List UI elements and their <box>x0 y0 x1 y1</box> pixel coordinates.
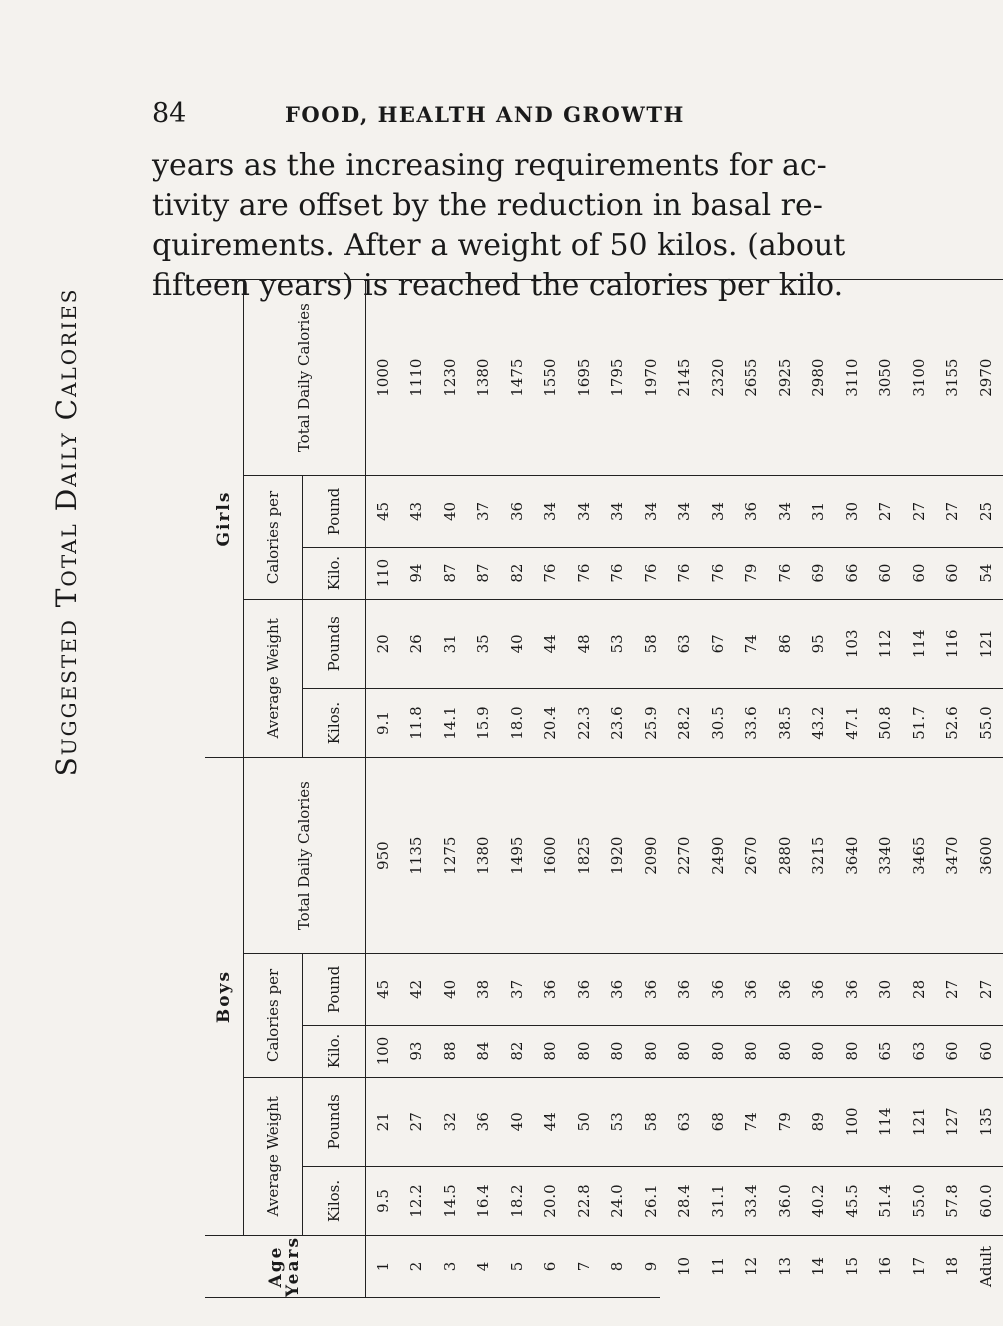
girls-total-cell: 1110 <box>400 280 434 476</box>
girls-pounds-cell: 48 <box>567 599 601 688</box>
girls-total-cell: 2145 <box>668 280 702 476</box>
boys-total-cell: 2090 <box>634 758 668 954</box>
age-cell: 12 <box>735 1235 769 1297</box>
table-row <box>567 280 601 1298</box>
girls-total-cell: 1380 <box>467 280 501 476</box>
boys-pounds-cell: 32 <box>433 1077 467 1166</box>
girls-kilos-cell: 47.1 <box>835 689 869 758</box>
boys-kilos-cell: 45.5 <box>835 1167 869 1236</box>
age-cell: 3 <box>433 1235 467 1297</box>
table-body <box>366 280 1003 1298</box>
girls-pounds-cell: 121 <box>969 599 1003 688</box>
boys-cal-pound-cell: 40 <box>433 954 467 1025</box>
girls-cal-pound-cell: 34 <box>567 476 601 547</box>
boys-total-header: Total Daily Calories <box>244 758 366 954</box>
girls-total-cell: 1550 <box>534 280 568 476</box>
table-row <box>668 280 702 1298</box>
girls-pounds-cell: 53 <box>601 599 635 688</box>
boys-total-cell: 1495 <box>500 758 534 954</box>
girls-pounds-cell: 26 <box>400 599 434 688</box>
boys-kilos-cell: 12.2 <box>400 1167 434 1236</box>
boys-cal-pound-cell: 36 <box>634 954 668 1025</box>
boys-kilos-cell: 33.4 <box>735 1167 769 1236</box>
girls-cal-kilo-cell: 76 <box>634 547 668 599</box>
age-cell: 6 <box>534 1235 568 1297</box>
girls-cal-pound-cell: 45 <box>366 476 400 547</box>
age-cell: 9 <box>634 1235 668 1297</box>
girls-cal-kilo-cell: 110 <box>366 547 400 599</box>
boys-kilos-cell: 40.2 <box>802 1167 836 1236</box>
boys-cal-kilo-cell: 80 <box>735 1025 769 1077</box>
boys-cal-pound-cell: 28 <box>902 954 936 1025</box>
boys-total-cell: 2490 <box>701 758 735 954</box>
girls-pounds-cell: 63 <box>668 599 702 688</box>
boys-kilos-cell: 18.2 <box>500 1167 534 1236</box>
table-row <box>400 280 434 1298</box>
table-row <box>634 280 668 1298</box>
girls-total-cell: 1000 <box>366 280 400 476</box>
age-cell: 8 <box>601 1235 635 1297</box>
girls-pounds-cell: 40 <box>500 599 534 688</box>
boys-pounds-cell: 121 <box>902 1077 936 1166</box>
section-boys: Boys <box>205 758 244 1236</box>
age-header: Age Years <box>205 1235 366 1297</box>
girls-cal-kilo-cell: 82 <box>500 547 534 599</box>
boys-total-cell: 3465 <box>902 758 936 954</box>
table-row <box>902 280 936 1298</box>
girls-pounds-cell: 86 <box>768 599 802 688</box>
boys-cal-kilo-cell: 80 <box>802 1025 836 1077</box>
girls-pounds-cell: 116 <box>936 599 970 688</box>
boys-pounds-cell: 74 <box>735 1077 769 1166</box>
boys-kilos-cell: 60.0 <box>969 1167 1003 1236</box>
girls-kilos-cell: 51.7 <box>902 689 936 758</box>
boys-avg-weight-header: Average Weight <box>244 1077 303 1235</box>
boys-pounds-cell: 27 <box>400 1077 434 1166</box>
boys-pounds-cell: 58 <box>634 1077 668 1166</box>
girls-total-cell: 2980 <box>802 280 836 476</box>
table-row <box>701 280 735 1298</box>
boys-pounds-cell: 53 <box>601 1077 635 1166</box>
girls-kilos-cell: 33.6 <box>735 689 769 758</box>
paragraph-line: tivity are offset by the reduction in basal re- <box>152 188 823 223</box>
girls-kilos-cell: 30.5 <box>701 689 735 758</box>
girls-cal-kilo-cell: 87 <box>467 547 501 599</box>
girls-cal-kilo-cell: 76 <box>601 547 635 599</box>
girls-cal-pound-cell: 27 <box>869 476 903 547</box>
boys-total-cell: 3600 <box>969 758 1003 954</box>
boys-cal-kilo-cell: 80 <box>701 1025 735 1077</box>
boys-pounds-header: Pounds <box>303 1077 366 1166</box>
boys-kilos-cell: 9.5 <box>366 1167 400 1236</box>
boys-total-cell: 3215 <box>802 758 836 954</box>
boys-total-cell: 2270 <box>668 758 702 954</box>
boys-total-cell: 1600 <box>534 758 568 954</box>
girls-cal-pound-cell: 40 <box>433 476 467 547</box>
age-cell: 17 <box>902 1235 936 1297</box>
boys-cal-kilo-cell: 80 <box>534 1025 568 1077</box>
girls-cal-kilo-cell: 76 <box>668 547 702 599</box>
girls-total-cell: 3155 <box>936 280 970 476</box>
girls-cal-kilo-cell: 76 <box>768 547 802 599</box>
boys-pounds-cell: 50 <box>567 1077 601 1166</box>
boys-cal-per-header: Calories per <box>244 954 303 1077</box>
girls-cal-pound-cell: 43 <box>400 476 434 547</box>
boys-pounds-cell: 68 <box>701 1077 735 1166</box>
boys-pounds-cell: 127 <box>936 1077 970 1166</box>
girls-pounds-cell: 95 <box>802 599 836 688</box>
running-head: FOOD, HEALTH AND GROWTH <box>285 102 685 127</box>
age-cell: 18 <box>936 1235 970 1297</box>
age-cell: 15 <box>835 1235 869 1297</box>
boys-pounds-cell: 100 <box>835 1077 869 1166</box>
girls-cal-per-header: Calories per <box>244 476 303 599</box>
girls-total-cell: 2925 <box>768 280 802 476</box>
girls-kilos-cell: 52.6 <box>936 689 970 758</box>
table-row <box>534 280 568 1298</box>
boys-pounds-cell: 36 <box>467 1077 501 1166</box>
boys-total-cell: 3470 <box>936 758 970 954</box>
boys-total-cell: 2670 <box>735 758 769 954</box>
girls-cal-kilo-cell: 69 <box>802 547 836 599</box>
boys-cal-kilo-cell: 88 <box>433 1025 467 1077</box>
boys-cal-pound-cell: 36 <box>601 954 635 1025</box>
section-girls: Girls <box>205 280 244 758</box>
girls-cal-pound-cell: 36 <box>500 476 534 547</box>
boys-kilos-cell: 14.5 <box>433 1167 467 1236</box>
boys-total-cell: 3640 <box>835 758 869 954</box>
boys-cal-kilo-cell: 60 <box>969 1025 1003 1077</box>
girls-cal-pound-cell: 34 <box>668 476 702 547</box>
boys-total-cell: 1275 <box>433 758 467 954</box>
boys-cal-kilo-cell: 60 <box>936 1025 970 1077</box>
boys-cal-kilo-cell: 80 <box>634 1025 668 1077</box>
boys-cal-kilo-cell: 80 <box>567 1025 601 1077</box>
boys-kilos-cell: 51.4 <box>869 1167 903 1236</box>
boys-cal-pound-cell: 36 <box>768 954 802 1025</box>
boys-kilos-cell: 28.4 <box>668 1167 702 1236</box>
boys-total-cell: 2880 <box>768 758 802 954</box>
girls-kilos-header: Kilos. <box>303 689 366 758</box>
girls-kilos-cell: 28.2 <box>668 689 702 758</box>
boys-cal-kilo-cell: 65 <box>869 1025 903 1077</box>
age-cell: 2 <box>400 1235 434 1297</box>
boys-cal-pound-cell: 27 <box>936 954 970 1025</box>
boys-pounds-cell: 114 <box>869 1077 903 1166</box>
boys-pound-header: Pound <box>303 954 366 1025</box>
girls-pounds-cell: 44 <box>534 599 568 688</box>
boys-cal-pound-cell: 36 <box>668 954 702 1025</box>
boys-cal-pound-cell: 45 <box>366 954 400 1025</box>
girls-total-cell: 1230 <box>433 280 467 476</box>
girls-cal-kilo-cell: 76 <box>534 547 568 599</box>
girls-cal-pound-cell: 34 <box>534 476 568 547</box>
boys-kilos-header: Kilos. <box>303 1167 366 1236</box>
girls-total-cell: 1970 <box>634 280 668 476</box>
girls-cal-kilo-cell: 76 <box>701 547 735 599</box>
girls-cal-pound-cell: 36 <box>735 476 769 547</box>
girls-kilos-cell: 20.4 <box>534 689 568 758</box>
boys-cal-kilo-cell: 80 <box>768 1025 802 1077</box>
boys-kilos-cell: 20.0 <box>534 1167 568 1236</box>
table-row <box>768 280 802 1298</box>
age-cell: 10 <box>668 1235 702 1297</box>
girls-cal-pound-cell: 34 <box>601 476 635 547</box>
boys-cal-kilo-cell: 80 <box>668 1025 702 1077</box>
boys-pounds-cell: 89 <box>802 1077 836 1166</box>
table-row <box>467 280 501 1298</box>
paragraph-line: fifteen years) is reached the calories per kilo. <box>152 268 844 303</box>
girls-pounds-cell: 31 <box>433 599 467 688</box>
boys-total-cell: 1920 <box>601 758 635 954</box>
boys-cal-kilo-cell: 84 <box>467 1025 501 1077</box>
table-row <box>969 280 1003 1298</box>
paragraph-line: quirements. After a weight of 50 kilos. (about <box>152 228 846 263</box>
girls-cal-pound-cell: 31 <box>802 476 836 547</box>
girls-cal-pound-cell: 30 <box>835 476 869 547</box>
girls-total-cell: 1475 <box>500 280 534 476</box>
boys-cal-kilo-cell: 100 <box>366 1025 400 1077</box>
boys-cal-kilo-cell: 82 <box>500 1025 534 1077</box>
age-cell: 16 <box>869 1235 903 1297</box>
girls-total-cell: 3110 <box>835 280 869 476</box>
girls-kilos-cell: 25.9 <box>634 689 668 758</box>
boys-kilos-cell: 22.8 <box>567 1167 601 1236</box>
table-row <box>869 280 903 1298</box>
page-number: 84 <box>152 98 187 129</box>
boys-kilos-cell: 26.1 <box>634 1167 668 1236</box>
girls-cal-pound-cell: 27 <box>936 476 970 547</box>
girls-cal-kilo-cell: 60 <box>869 547 903 599</box>
paragraph-line: years as the increasing requirements for ac- <box>152 148 827 183</box>
girls-pounds-cell: 112 <box>869 599 903 688</box>
boys-kilos-cell: 36.0 <box>768 1167 802 1236</box>
boys-cal-pound-cell: 36 <box>534 954 568 1025</box>
girls-kilos-cell: 14.1 <box>433 689 467 758</box>
girls-kilos-cell: 50.8 <box>869 689 903 758</box>
boys-total-cell: 1135 <box>400 758 434 954</box>
age-cell: Adult <box>969 1235 1003 1297</box>
girls-pounds-cell: 114 <box>902 599 936 688</box>
boys-total-cell: 3340 <box>869 758 903 954</box>
boys-cal-kilo-cell: 63 <box>902 1025 936 1077</box>
girls-cal-kilo-cell: 79 <box>735 547 769 599</box>
table-row <box>802 280 836 1298</box>
boys-cal-kilo-cell: 80 <box>835 1025 869 1077</box>
girls-pounds-cell: 20 <box>366 599 400 688</box>
boys-cal-pound-cell: 36 <box>567 954 601 1025</box>
girls-kilos-cell: 43.2 <box>802 689 836 758</box>
boys-cal-pound-cell: 36 <box>802 954 836 1025</box>
girls-cal-kilo-cell: 60 <box>936 547 970 599</box>
boys-cal-pound-cell: 30 <box>869 954 903 1025</box>
girls-cal-kilo-cell: 76 <box>567 547 601 599</box>
girls-total-cell: 1695 <box>567 280 601 476</box>
girls-pounds-cell: 74 <box>735 599 769 688</box>
age-cell: 4 <box>467 1235 501 1297</box>
girls-cal-kilo-cell: 54 <box>969 547 1003 599</box>
table-row <box>500 280 534 1298</box>
girls-kilos-cell: 9.1 <box>366 689 400 758</box>
boys-total-cell: 1825 <box>567 758 601 954</box>
age-cell: 13 <box>768 1235 802 1297</box>
table-row <box>835 280 869 1298</box>
table-row <box>735 280 769 1298</box>
girls-kilos-cell: 22.3 <box>567 689 601 758</box>
girls-avg-weight-header: Average Weight <box>244 599 303 757</box>
girls-kilos-cell: 18.0 <box>500 689 534 758</box>
boys-pounds-cell: 79 <box>768 1077 802 1166</box>
boys-cal-kilo-cell: 80 <box>601 1025 635 1077</box>
boys-cal-pound-cell: 37 <box>500 954 534 1025</box>
age-cell: 1 <box>366 1235 400 1297</box>
girls-kilo-header: Kilo. <box>303 547 366 599</box>
boys-kilos-cell: 57.8 <box>936 1167 970 1236</box>
girls-total-cell: 2655 <box>735 280 769 476</box>
table-row <box>366 280 400 1298</box>
girls-total-header: Total Daily Calories <box>244 280 366 476</box>
girls-pounds-header: Pounds <box>303 599 366 688</box>
girls-total-cell: 2320 <box>701 280 735 476</box>
boys-cal-pound-cell: 38 <box>467 954 501 1025</box>
girls-kilos-cell: 38.5 <box>768 689 802 758</box>
age-cell: 5 <box>500 1235 534 1297</box>
boys-pounds-cell: 40 <box>500 1077 534 1166</box>
boys-cal-pound-cell: 42 <box>400 954 434 1025</box>
table-row <box>936 280 970 1298</box>
boys-pounds-cell: 135 <box>969 1077 1003 1166</box>
girls-total-cell: 3050 <box>869 280 903 476</box>
girls-cal-kilo-cell: 60 <box>902 547 936 599</box>
girls-pounds-cell: 103 <box>835 599 869 688</box>
boys-cal-pound-cell: 36 <box>701 954 735 1025</box>
boys-kilos-cell: 55.0 <box>902 1167 936 1236</box>
boys-cal-pound-cell: 36 <box>735 954 769 1025</box>
boys-pounds-cell: 21 <box>366 1077 400 1166</box>
boys-pounds-cell: 63 <box>668 1077 702 1166</box>
boys-kilos-cell: 31.1 <box>701 1167 735 1236</box>
girls-cal-pound-cell: 34 <box>768 476 802 547</box>
girls-cal-pound-cell: 34 <box>701 476 735 547</box>
girls-kilos-cell: 55.0 <box>969 689 1003 758</box>
girls-pounds-cell: 58 <box>634 599 668 688</box>
girls-total-cell: 2970 <box>969 280 1003 476</box>
boys-cal-pound-cell: 36 <box>835 954 869 1025</box>
girls-cal-pound-cell: 25 <box>969 476 1003 547</box>
boys-total-cell: 1380 <box>467 758 501 954</box>
girls-kilos-cell: 23.6 <box>601 689 635 758</box>
boys-total-cell: 950 <box>366 758 400 954</box>
girls-pounds-cell: 67 <box>701 599 735 688</box>
girls-pound-header: Pound <box>303 476 366 547</box>
girls-cal-kilo-cell: 87 <box>433 547 467 599</box>
age-cell: 14 <box>802 1235 836 1297</box>
girls-cal-pound-cell: 37 <box>467 476 501 547</box>
boys-cal-pound-cell: 27 <box>969 954 1003 1025</box>
girls-cal-pound-cell: 27 <box>902 476 936 547</box>
boys-cal-kilo-cell: 93 <box>400 1025 434 1077</box>
age-cell: 7 <box>567 1235 601 1297</box>
girls-cal-pound-cell: 34 <box>634 476 668 547</box>
girls-total-cell: 1795 <box>601 280 635 476</box>
girls-kilos-cell: 15.9 <box>467 689 501 758</box>
boys-kilo-header: Kilo. <box>303 1025 366 1077</box>
boys-kilos-cell: 16.4 <box>467 1167 501 1236</box>
girls-total-cell: 3100 <box>902 280 936 476</box>
girls-kilos-cell: 11.8 <box>400 689 434 758</box>
girls-pounds-cell: 35 <box>467 599 501 688</box>
boys-kilos-cell: 24.0 <box>601 1167 635 1236</box>
age-cell: 11 <box>701 1235 735 1297</box>
table-caption: Suggested Total Daily Calories <box>50 287 83 777</box>
girls-cal-kilo-cell: 66 <box>835 547 869 599</box>
boys-pounds-cell: 44 <box>534 1077 568 1166</box>
table-row <box>601 280 635 1298</box>
table-row <box>433 280 467 1298</box>
girls-cal-kilo-cell: 94 <box>400 547 434 599</box>
